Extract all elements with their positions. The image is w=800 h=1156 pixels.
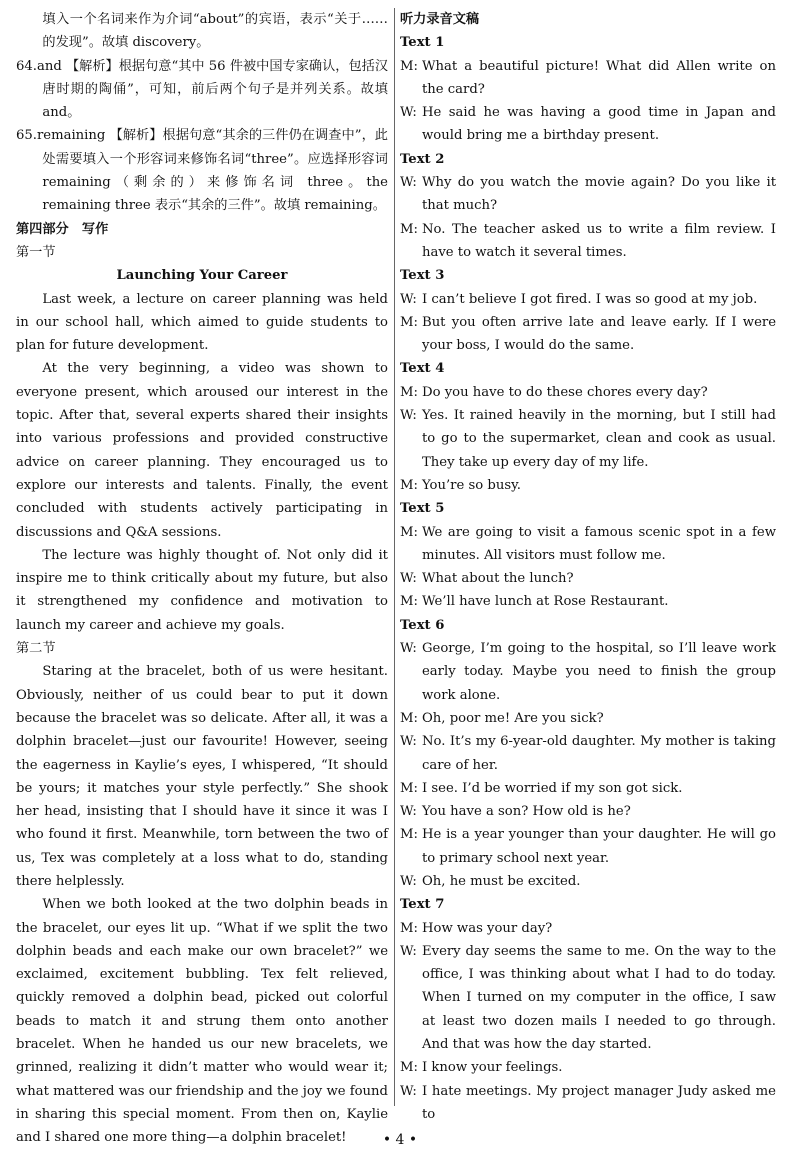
speaker-label: M: <box>400 1060 418 1076</box>
dialogue-line <box>400 311 776 358</box>
dialogue-text: But you often arrive late and leave early. If I were your boss, I would do the same. <box>422 314 776 354</box>
essay-paragraph: At the very beginning, a video was shown to everyone present, which aroused our interest in the topic. After that, several experts shared their insights into various professions and provided constructive advice on career planning. They encouraged us to explore our interests and talents. Finally, the event concluded with students actively participating in discussions and Q&A sessions. <box>16 361 388 540</box>
speaker-label: M: <box>400 221 418 237</box>
speaker-label: M: <box>400 827 418 843</box>
text-label: Text 5 <box>400 501 445 517</box>
transcript-texts <box>400 31 776 1126</box>
speaker-label: M: <box>400 920 418 936</box>
right-column <box>400 8 776 1126</box>
section1-heading: 第一节 <box>16 244 56 260</box>
speaker-label: M: <box>400 58 418 74</box>
dialogue-line <box>400 707 776 730</box>
speaker-label: W: <box>400 571 417 587</box>
dialogue-line <box>400 917 776 940</box>
text-label: Text 6 <box>400 617 445 633</box>
dialogue-text: Every day seems the same to me. On the way to the office, I was thinking about what I had to do today. When I turned on my computer in the office, I saw at least two dozen mails I needed to go through. And that was how the day started. <box>422 943 776 1053</box>
dialogue-text: I hate meetings. My project manager Judy asked me to <box>422 1083 776 1122</box>
dialogue-text: Oh, poor me! Are you sick? <box>422 710 604 726</box>
dialogue-text: Why do you watch the movie again? Do you like it that much? <box>422 175 776 214</box>
left-column <box>16 8 388 1150</box>
text-label: Text 7 <box>400 897 445 913</box>
dialogue-line <box>400 218 776 265</box>
dialogue-line <box>400 567 776 590</box>
dialogue-line <box>400 1056 776 1079</box>
dialogue-text: We are going to visit a famous scenic spot in a few minutes. All visitors must follow me. <box>422 524 776 563</box>
dialogue-line <box>400 404 776 474</box>
speaker-label: M: <box>400 780 418 796</box>
dialogue-line <box>400 474 776 497</box>
q64-item: 64.and 【解析】根据句意“其中 56 件被中国专家确认，包括汉唐时期的陶俑”，可知，前后两个句子是并列关系。故填 and。 <box>16 58 389 121</box>
story-paragraph: When we both looked at the two dolphin beads in the bracelet, our eyes lit up. “What if we split the two dolphin beads and each make our own bracelet?” we exclaimed, excitement bubbling. Tex felt relieved, quickly removed a dolphin bead, picked out colorful beads to match it and strung them onto another bracelet. When he handed us our new bracelets, we grinned, realizing it didn’t matter who would wear it; what mattered was our friendship and the joy we found in sharing this special moment. From then on, Kaylie and I shared one more thing—a dolphin bracelet! <box>16 897 388 1146</box>
dialogue-text: No. It’s my 6-year-old daughter. My mother is taking care of her. <box>422 734 776 773</box>
text-label: Text 1 <box>400 35 445 51</box>
dialogue-text: What a beautiful picture! What did Allen write on the card? <box>422 58 776 97</box>
dialogue-line <box>400 940 776 1056</box>
dialogue-line <box>400 55 776 102</box>
dialogue-line <box>400 823 776 870</box>
q63-tail: 填入一个名词来作为介词“about”的宾语，表示“关于……的发现”。故填 discovery。 <box>42 12 388 51</box>
page-number: • 4 • <box>382 1132 418 1148</box>
dialogue-line <box>400 590 776 613</box>
dialogue-text: You have a son? How old is he? <box>422 804 631 820</box>
speaker-label: W: <box>400 291 417 307</box>
essay-paragraph: The lecture was highly thought of. Not only did it inspire me to think critically about my future, but also it strengthened my confidence and motivation to launch my career and achieve my goals. <box>16 547 388 633</box>
speaker-label: M: <box>400 594 418 610</box>
dialogue-text: What about the lunch? <box>422 571 574 587</box>
speaker-label: W: <box>400 1083 417 1099</box>
essay-paragraph: Last week, a lecture on career planning was held in our school hall, which aimed to guide students to plan for future development. <box>16 291 388 354</box>
dialogue-line <box>400 171 776 218</box>
dialogue-text: How was your day? <box>422 920 553 936</box>
dialogue-text: I see. I’d be worried if my son got sick. <box>422 780 683 796</box>
dialogue-text: You’re so busy. <box>422 477 521 493</box>
column-divider <box>394 8 395 1106</box>
dialogue-text: Oh, he must be excited. <box>422 873 581 889</box>
dialogue-line <box>400 730 776 777</box>
speaker-label: W: <box>400 641 417 657</box>
dialogue-text: Yes. It rained heavily in the morning, but I still had to go to the supermarket, clean and cook as usual. They take up every day of my life. <box>422 408 776 470</box>
speaker-label: W: <box>400 408 417 424</box>
dialogue-text: I know your feelings. <box>422 1060 563 1076</box>
story-paragraph: Staring at the bracelet, both of us were hesitant. Obviously, neither of us could bear to put it down because the bracelet was so delicate. After all, it was a dolphin bracelet—just our favourite! However, seeing the eagerness in Kaylie’s eyes, I whispered, “It should be yours; it matches your style perfectly.” She shook her head, insisting that I should have it since it was I who found it first. Meanwhile, torn between the two of us, Tex was completely at a loss what to do, standing there helplessly. <box>16 664 388 889</box>
dialogue-line <box>400 381 776 404</box>
dialogue-line <box>400 777 776 800</box>
dialogue-line <box>400 1080 776 1127</box>
text-label: Text 2 <box>400 151 445 167</box>
speaker-label: W: <box>400 804 417 820</box>
dialogue-line <box>400 288 776 311</box>
dialogue-text: He said he was having a good time in Japan and would bring me a birthday present. <box>422 105 776 144</box>
text-label: Text 3 <box>400 268 445 284</box>
speaker-label: W: <box>400 943 417 959</box>
speaker-label: W: <box>400 175 417 191</box>
speaker-label: M: <box>400 524 418 540</box>
dialogue-text: No. The teacher asked us to write a film review. I have to watch it several times. <box>422 221 776 260</box>
dialogue-line <box>400 800 776 823</box>
essay-title: Launching Your Career <box>116 268 288 284</box>
dialogue-text: I can’t believe I got fired. I was so good at my job. <box>422 291 758 307</box>
speaker-label: M: <box>400 314 418 330</box>
speaker-label: W: <box>400 873 417 889</box>
speaker-label: M: <box>400 384 418 400</box>
dialogue-line <box>400 521 776 568</box>
section2-heading: 第二节 <box>16 641 56 657</box>
speaker-label: M: <box>400 477 418 493</box>
speaker-label: W: <box>400 105 417 121</box>
part4-heading: 第四部分 写作 <box>16 221 109 237</box>
speaker-label: M: <box>400 710 418 726</box>
dialogue-line <box>400 870 776 893</box>
dialogue-text: Do you have to do these chores every day? <box>422 384 708 400</box>
q65-item: 65.remaining 【解析】根据句意“其余的三件仍在调查中”，此处需要填入一个形容词来修饰名词“three”。应选择形容词 remaining（剩余的）来修饰名词 three。the remaining three 表示“其余的三件”。故填 remaining。 <box>16 128 388 214</box>
dialogue-line <box>400 101 776 148</box>
dialogue-text: He is a year younger than your daughter. He will go to primary school next year. <box>422 827 776 866</box>
dialogue-line <box>400 637 776 707</box>
transcript-heading: 听力录音文稿 <box>400 12 480 27</box>
dialogue-text: We’ll have lunch at Rose Restaurant. <box>422 594 669 610</box>
dialogue-text: George, I’m going to the hospital, so I’ll leave work early today. Maybe you need to finish the group work alone. <box>422 641 776 703</box>
text-label: Text 4 <box>400 361 445 377</box>
speaker-label: W: <box>400 734 417 750</box>
